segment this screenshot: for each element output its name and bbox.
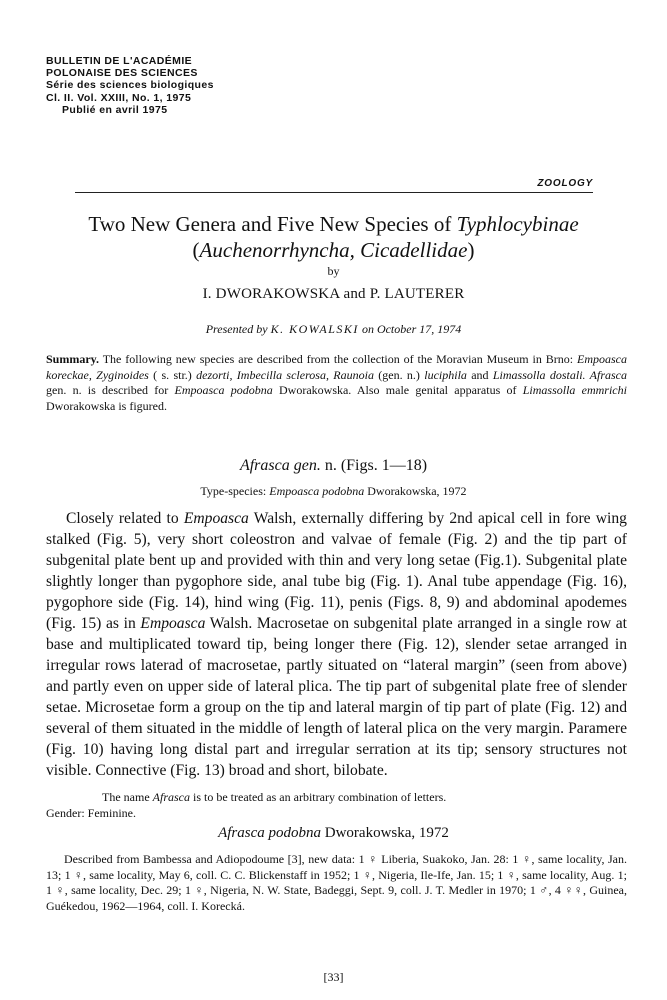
page-number: [33] xyxy=(323,970,344,984)
species-material: Described from Bambessa and Adiopodoume [3], new data: 1 ♀ Liberia, Suakoko, Jan. 28: 1 ♀, same locality, Jan. 13; 1 ♀, same locality, May 6, coll. C. C. Blickenstaff in 1952; 1 ♀, Nigeria, Ile-Ife, Jan. 15; 1 ♀, same locality, Aug. 1; 1 ♀, same locality, Dec. 29; 1 ♀, Nigeria, N. W. State, Badeggi, Sept. 9, coll. J. T. Medler in 1970; 1 ♂, 4 ♀♀, Guinea, Guékedou, 1962—1964, coll. I. Korecká. xyxy=(46,852,627,913)
etymology-note: The name Afrasca is to be treated as an arbitrary combination of letters. Gender: Feminine. xyxy=(46,790,627,821)
genus-heading: Afrasca gen. n. (Figs. 1—18) xyxy=(239,457,428,474)
species-heading: Afrasca podobna Dworakowska, 1972 xyxy=(218,825,449,841)
summary-label: Summary. xyxy=(46,352,100,366)
publication-date: Publié en avril 1975 xyxy=(62,103,168,116)
section-label: ZOOLOGY xyxy=(537,178,593,189)
journal-volume: Cl. II. Vol. XXIII, No. 1, 1975 xyxy=(46,91,192,104)
authors: I. DWORAKOWSKA and P. LAUTERER xyxy=(202,286,465,302)
journal-name-line-1: BULLETIN DE L'ACADÉMIE xyxy=(46,55,193,67)
section-rule xyxy=(75,192,593,193)
type-species: Type-species: Empoasca podobna Dworakowska, 1972 xyxy=(200,484,467,498)
genus-description: Closely related to Empoasca Walsh, externally differing by 2nd apical cell in fore wing stalked (Fig. 5), very short coleostron and valvae of female (Fig. 2) and the tip part of subgenital plate bent up and provided with thin and very long setae (Fig.1). Subgenital plate slightly longer than pygophore side, anal tube big (Fig. 1). Anal tube appendage (Fig. 16), pygophore side (Fig. 14), hind wing (Fig. 11), penis (Figs. 8, 9) and abdominal apodemes (Fig. 15) as in Empoasca Walsh. Macrosetae on subgenital plate arranged in a single row at base and multiplicated toward tip, being longer there (Fig. 12), slender setae arranged in irregular rows laterad of macrosetae, partly situated on “lateral margin” (seen from above) and partly even on upper side of lateral plica. The tip part of subgenital plate free of slender setae. Microsetae form a group on the tip and lateral margin of tip part of plate (Fig. 12) and several of them situated in the middle of length of lateral plica on the very margin. Paramere (Fig. 10) having long distal part and irregular serration at its tip; sensory structures not visible. Connective (Fig. 13) broad and short, bilobate. xyxy=(46,510,627,779)
summary: Summary. The following new species are described from the collection of the Moravian Museum in Brno: Empoasca koreckae, Zyginoides ( s. str.) dezorti, Imbecilla sclerosa, Raunoia (gen. n.) luciphila and Limassolla dostali. Afrasca gen. n. is described for Empoasca podobna Dworakowska. Also male genital apparatus of Limassolla emmrichi Dworakowska is figured. xyxy=(46,352,627,413)
byline-by: by xyxy=(327,264,340,278)
journal-name-line-2: POLONAISE DES SCIENCES xyxy=(46,67,198,80)
presented-by: Presented by K. KOWALSKI on October 17, 1974 xyxy=(205,322,462,336)
journal-header xyxy=(46,55,214,116)
article-title: Two New Genera and Five New Species of Typhlocybinae (Auchenorrhyncha, Cicadellidae) xyxy=(88,212,579,262)
gender-line: Gender: Feminine. xyxy=(46,805,136,820)
journal-series: Série des sciences biologiques xyxy=(46,79,214,92)
